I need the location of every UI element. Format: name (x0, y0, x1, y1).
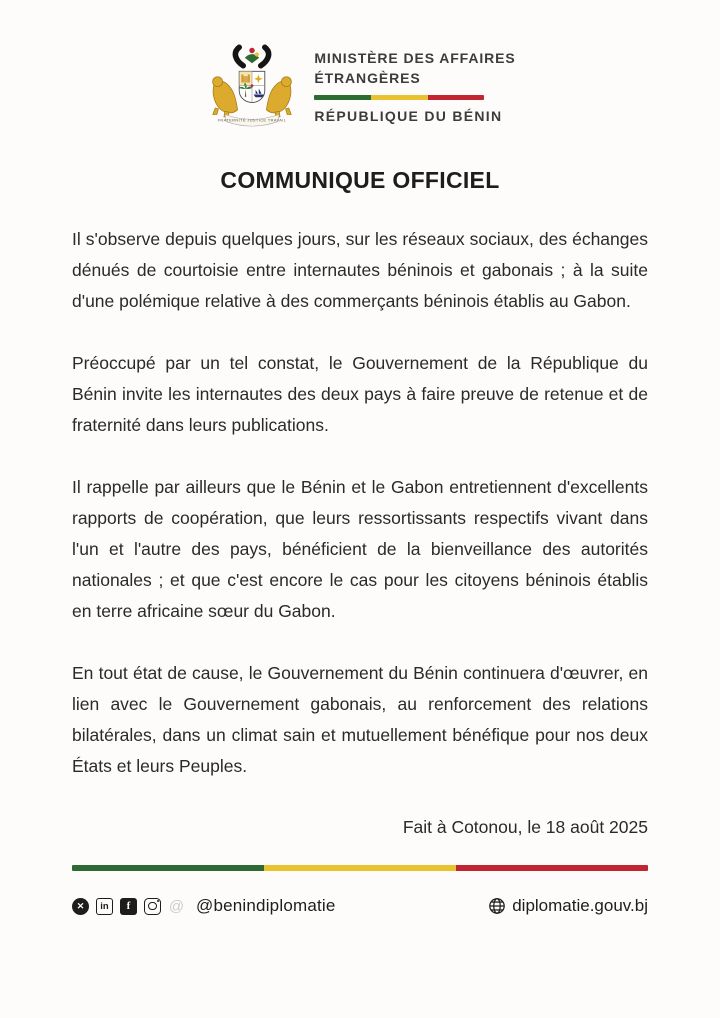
paragraph-1: Il s'observe depuis quelques jours, sur les réseaux sociaux, des échanges dénués de courtoisie entre internautes béninois et gabonais ; à la suite d'une polémique relative à des commerçants béninois établis au Gabon. (72, 229, 648, 311)
benin-coat-of-arms (204, 44, 300, 129)
dateline: Fait à Cotonou, le 18 août 2025 (402, 817, 648, 837)
country-name: RÉPUBLIQUE DU BÉNIN (314, 108, 503, 125)
threads-icon: @ (168, 897, 185, 915)
ministry-block (314, 49, 515, 124)
pennant-red (250, 48, 255, 53)
pennant-yellow (255, 52, 259, 56)
ministry-name-line1: MINISTÈRE DES AFFAIRES (314, 49, 516, 66)
globe-icon (488, 897, 506, 915)
paragraph-4: En tout état de cause, le Gouvernement du Bénin continuera d'œuvrer, en lien avec le Gouvernement gabonais, au renforcement des relations bilatérales, dans un climat sain et mutuellement bénéfique pour nos deux États et leurs Peuples. (72, 663, 648, 776)
paragraph-3: Il rappelle par ailleurs que le Bénin et le Gabon entretiennent d'excellents rapports de coopération, que leurs ressortissants respectifs vivant dans l'un et l'autre des pays, bénéficient de la bienveillance des autorités nationales ; et que c'est encore le cas pour les citoyens béninois établis en terre africaine sœur du Gabon. (72, 477, 648, 621)
social-handle: @benindiplomatie (196, 896, 336, 915)
flag-green-segment (72, 865, 264, 871)
flag-red-segment (456, 865, 648, 871)
header (0, 0, 720, 129)
instagram-icon (144, 898, 161, 915)
page-title: COMMUNIQUE OFFICIEL (220, 167, 500, 193)
linkedin-icon: in (96, 898, 113, 915)
website-block (488, 896, 648, 916)
paragraph-2: Préoccupé par un tel constat, le Gouvernement de la République du Bénin invite les internautes des deux pays à faire preuve de retenue et de fraternité dans leurs publications. (72, 353, 648, 435)
motto-text: FRATERNITÉ JUSTICE TRAVAIL (217, 117, 287, 123)
footer-flag-bar (72, 865, 648, 871)
flag-red-segment (428, 95, 485, 100)
x-twitter-icon: ✕ (72, 898, 89, 915)
footer (72, 896, 648, 916)
flag-yellow-segment (371, 95, 428, 100)
communique-body (72, 224, 648, 782)
social-links (72, 896, 336, 916)
header-flag-bar (314, 95, 484, 100)
facebook-icon: f (120, 898, 137, 915)
flag-green-segment (314, 95, 371, 100)
website-url: diplomatie.gouv.bj (512, 896, 648, 915)
flag-yellow-segment (264, 865, 456, 871)
ministry-name-line2: ÉTRANGÈRES (314, 69, 421, 86)
